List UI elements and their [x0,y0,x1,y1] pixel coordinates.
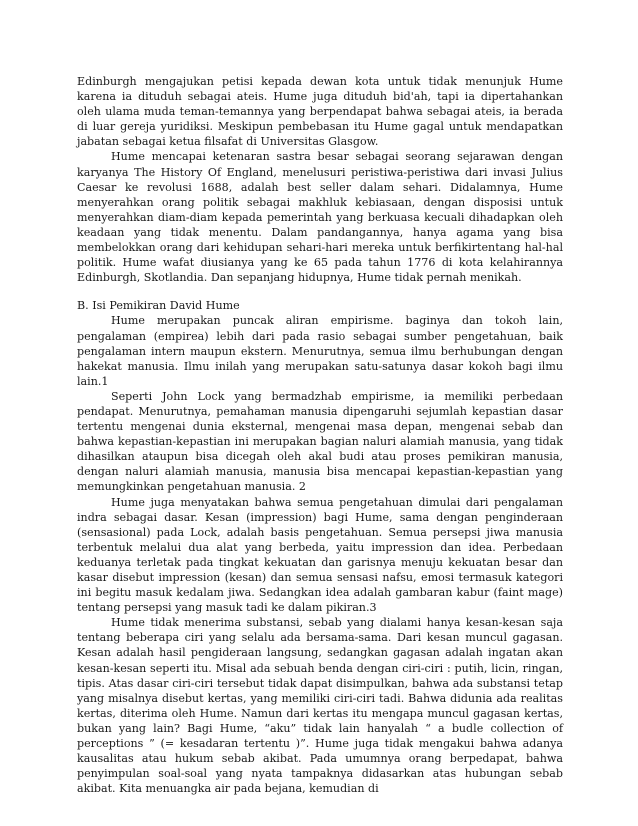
paragraph-history-of-england: Hume mencapai ketenaran sastra besar sebagai seorang sejarawan dengan karyanya The History Of England, menelusuri peristiwa-peristiwa dari invasi Julius Caesar ke revolusi 1688, adalah best seller dalam sehari. Didalamnya, Hume menyerahkan orang politik sebagai makhluk kebiasaan, dengan disposisi untuk menyerahkan diam-diam kepada pemerintah yang berkuasa kecuali dihadapkan oleh keadaan yang tidak menentu. Dalam pandangannya, hanya agama yang bisa membelokkan orang dari kehidupan sehari-hari mereka untuk berfikirtentang hal-hal politik. Hume wafat diusianya yang ke 65 pada tahun 1776 di kota kelahirannya Edinburgh, Skotlandia. Dan sepanjang hidupnya, Hume tidak pernah menikah. [77,150,563,285]
paragraph-petition: Edinburgh mengajukan petisi kepada dewan kota untuk tidak menunjuk Hume karena ia dituduh sebagai ateis. Hume juga dituduh bid'ah, tapi ia dipertahankan oleh ulama muda teman-temannya yang berpendapat bahwa sebagai ateis, ia berada di luar gereja yuridiksi. Meskipun pembebasan itu Hume gagal untuk mendapatkan jabatan sebagai ketua filsafat di Universitas Glasgow. [77,75,563,149]
paragraph-impression-idea: Hume juga menyatakan bahwa semua pengetahuan dimulai dari pengalaman indra sebagai dasar. Kesan (impression) bagi Hume, sama dengan penginderaan (sensasional) pada Lock, adalah basis pengetahuan. Semua persepsi jiwa manusia terbentuk melalui dua alat yang berbeda, yaitu impression dan idea. Perbedaan keduanya terletak pada tingkat kekuatan dan garisnya menuju kekuatan besar dan kasar disebut impression (kesan) dan semua sensasi nafsu, emosi termasuk kategori ini begitu masuk kedalam jiwa. Sedangkan idea adalah gambaran kabur (faint mage) tentang persepsi yang masuk tadi ke dalam pikiran.3 [77,495,563,615]
paragraph-substance: Hume tidak menerima substansi, sebab yang dialami hanya kesan-kesan saja tentang beberapa ciri yang selalu ada bersama-sama. Dari kesan muncul gagasan. Kesan adalah hasil pengideraan langsung, sedangkan gagasan adalah ingatan akan kesan-kesan seperti itu. Misal ada sebuah benda dengan ciri-ciri : putih, licin, ringan, tipis. Atas dasar ciri-ciri tersebut tidak dapat disimpulkan, bahwa ada substansi tetap yang misalnya disebut kertas, yang memiliki ciri-ciri tadi. Bahwa didunia ada realitas kertas, diterima oleh Hume. Namun dari kertas itu mengapa muncul gagasan kertas, bukan yang lain? Bagi Hume, “aku” tidak lain hanyalah “ a budle collection of perceptions ” (= kesadaran tertentu )”. Hume juga tidak mengakui bahwa adanya kausalitas atau hukum sebab akibat. Pada umumnya orang berpedapat, bahwa penyimpulan soal-soal yang nyata tampaknya didasarkan atas hubungan sebab akibat. Kita menuangka air pada bejana, kemudian di [77,616,563,796]
section-heading: B. Isi Pemikiran David Hume [77,299,240,313]
paragraph-empiricism: Hume merupakan puncak aliran empirisme. baginya dan tokoh lain, pengalaman (empirea) lebih dari pada rasio sebagai sumber pengetahuan, baik pengalaman intern maupun ekstern. Menurutnya, semua ilmu berhubungan dengan hakekat manusia. Ilmu inilah yang merupakan satu-satunya dasar kokoh bagi ilmu lain.1 [77,314,563,388]
paragraph-john-lock: Seperti John Lock yang bermadzhab empirisme, ia memiliki perbedaan pendapat. Menurutnya, pemahaman manusia dipengaruhi sejumlah kepastian dasar tertentu mengenai dunia eksternal, mengenai masa depan, mengenai sebab dan bahwa kepastian-kepastian ini merupakan bagian naluri alamiah manusia, yang tidak dihasilkan ataupun bisa dicegah oleh akal budi atau proses pemikiran manusia, dengan naluri alamiah manusia, manusia bisa mencapai kepastian-kepastian yang memungkinkan pengetahuan manusia. 2 [77,389,563,494]
